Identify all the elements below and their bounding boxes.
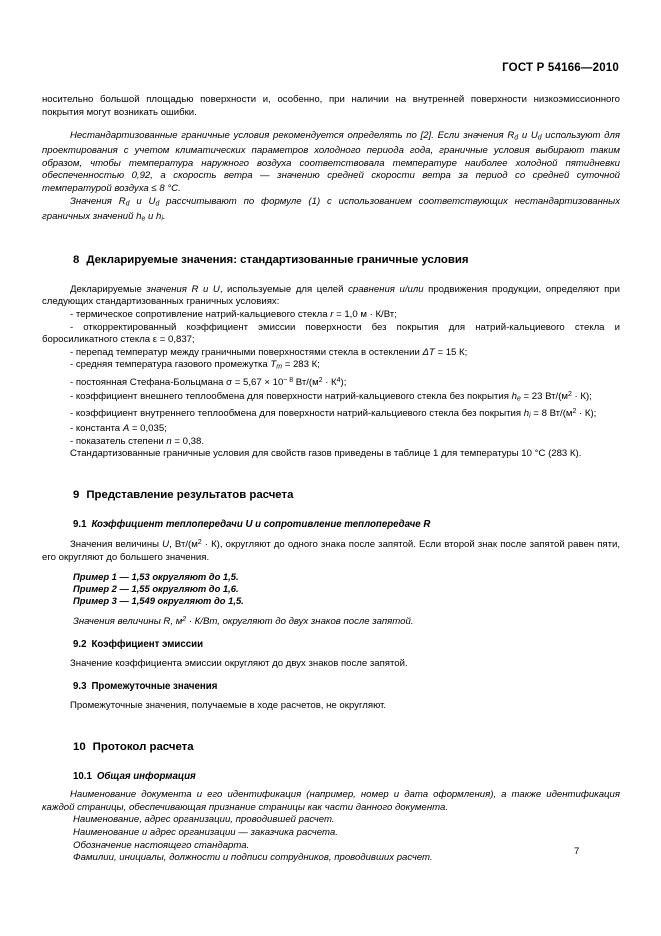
item-3-var: T — [270, 359, 277, 371]
page-number: 7 — [574, 846, 580, 857]
item-6-var: h — [523, 407, 530, 419]
list-item-exponent-n — [42, 436, 620, 449]
p91-a: Значения величины — [70, 539, 163, 551]
heading-section-9-3 — [42, 681, 620, 694]
paragraph-10-1 — [42, 789, 620, 814]
item-8-a: - показатель степени — [70, 435, 167, 447]
example-1: Пример 1 — 1,53 округляют до 1,5. — [73, 570, 239, 582]
subscript-e: e — [141, 215, 146, 223]
paragraph-8-closing — [42, 448, 620, 461]
p8-intro-1: Декларируемые — [70, 283, 147, 295]
heading-section-10 — [42, 740, 620, 754]
p92-text: Значение коэффициента эмиссии округляют до двух знаков после запятой. — [70, 657, 408, 669]
note-r-b: · К/Вт, округляют до двух знаков после запятой. — [186, 615, 414, 627]
item-5-sub: e — [516, 395, 521, 403]
info-line-standard-designation: Обозначение настоящего стандарта. — [73, 839, 250, 851]
item-6-a: - коэффициент внутреннего теплообмена для поверхности натрий-кальциевого стекла без покрытия — [70, 407, 524, 419]
item-5-sup: 2 — [568, 391, 572, 399]
paragraph-values-a: Значения R — [70, 195, 126, 207]
info-line-org-client: Наименование и адрес организации — заказчика расчета. — [73, 826, 338, 838]
item-0-b: = 1,0 м · К/Вт; — [333, 309, 397, 321]
heading-8-title: Декларируемые значения: стандартизованные граничные условия — [86, 253, 469, 266]
heading-8-number: 8 — [73, 253, 80, 266]
item-4-sup2: 2 — [318, 376, 323, 384]
paragraph-values-end: . — [162, 210, 166, 222]
list-item-constant-a — [42, 423, 620, 436]
item-6-sup: 2 — [572, 408, 577, 416]
paragraph-nonstandard-a: Нестандартизованные граничные условия рекомендуется определять по [2]. Если значения R — [70, 130, 515, 142]
item-5-var: h — [511, 390, 517, 402]
note-r-a: Значения величины R, м — [73, 615, 183, 627]
item-0-a: - термическое сопротивление натрий-кальциевого стекла — [70, 309, 331, 321]
item-6-b: = 8 Вт/(м — [530, 407, 573, 419]
p8-closing-text: Стандартизованные граничные условия для свойств газов приведены в таблице 1 для температуры 10 °C (283 К). — [70, 448, 582, 460]
heading-10-number: 10 — [73, 740, 86, 753]
item-5-b: = 23 Вт/(м — [520, 390, 569, 402]
p8-intro-italic-2: сравнения и/или — [348, 283, 424, 295]
paragraph-9-2 — [42, 658, 620, 671]
paragraph-9-3 — [42, 700, 620, 713]
heading-section-9-1 — [42, 519, 620, 532]
heading-9-3-title: Промежуточные значения — [91, 681, 218, 693]
p91-b: , Вт/(м — [169, 539, 198, 551]
paragraph-intro-text: носительно большой площадью поверхности и, особенно, при наличии на внутренней поверхности низкоэмиссионного покрытия могут возникать ошибки. — [42, 94, 620, 118]
item-7-a: - константа — [70, 423, 123, 435]
heading-9-3-number: 9.3 — [73, 681, 87, 693]
p8-intro-3: продвижения продукции, определяют при следующих стандартизованных граничных условиях: — [42, 283, 620, 308]
paragraph-values-rest: рассчитывают по формуле (1) с использованием соответствующих нестандартизованных граничных значений h — [42, 195, 620, 222]
p8-intro-2: , используемые для целей — [219, 283, 349, 295]
list-item-thermal-resistance — [42, 309, 620, 322]
item-8-b: = 0,38. — [171, 435, 205, 447]
example-2: Пример 2 — 1,55 округляют до 1,6. — [73, 582, 239, 594]
heading-section-10-1 — [42, 771, 620, 784]
paragraph-intro — [42, 94, 620, 119]
subscript-d2: d — [537, 134, 542, 142]
subscript-d1: d — [514, 134, 519, 142]
item-2-var: ΔT — [422, 346, 435, 358]
item-7-var: A — [122, 423, 130, 435]
item-5-a: - коэффициент внешнего теплообмена для поверхности натрий-кальциевого стекла без покрытия — [70, 390, 512, 402]
paragraph-values-mid2: и h — [145, 210, 162, 222]
item-2-b: = 15 К; — [434, 346, 468, 358]
heading-10-1-title: Общая информация — [96, 770, 196, 782]
list-item-mean-gas-temp — [42, 359, 620, 374]
heading-9-2-number: 9.2 — [73, 639, 87, 651]
page-header: ГОСТ Р 54166—2010 — [502, 62, 619, 74]
heading-10-1-number: 10.1 — [73, 770, 92, 782]
info-line-org-performer: Наименование, адрес организации, проводившей расчет. — [73, 814, 335, 826]
p91-var: U — [162, 539, 170, 551]
item-4-a: - постоянная Стефана-Больцмана σ = 5,67 × 10 — [70, 376, 284, 388]
heading-9-1-number: 9.1 — [73, 518, 87, 530]
list-item-internal-heat-transfer — [42, 406, 620, 423]
note-r-rounding — [42, 614, 620, 628]
example-3: Пример 3 — 1,549 округляют до 1,5. — [73, 595, 244, 607]
list-item-external-heat-transfer — [42, 389, 620, 406]
item-6-sub: i — [529, 412, 531, 420]
heading-9-title: Представление результатов расчета — [86, 488, 294, 501]
subscript-i: i — [161, 215, 163, 223]
p8-intro-italic-1: значения R и U — [146, 283, 220, 295]
heading-9-number: 9 — [73, 488, 80, 501]
item-0-var: r — [330, 309, 334, 321]
paragraph-8-intro — [42, 284, 620, 309]
item-6-c: · К); — [576, 407, 597, 419]
item-4-c: · К — [322, 376, 337, 388]
heading-section-9-2 — [42, 639, 620, 652]
item-1-a: - откорректированный коэффициент эмиссии поверхности без покрытия для натрий-кальциевого стекла и боросиликатного стекла ε = 0,837; — [42, 321, 620, 346]
item-7-b: = 0,035; — [129, 423, 167, 435]
heading-9-2-title: Коэффициент эмиссии — [91, 639, 204, 651]
heading-section-8 — [42, 253, 620, 267]
heading-10-title: Протокол расчета — [92, 740, 194, 753]
item-3-a: - средняя температура газового промежутка — [70, 359, 271, 371]
heading-section-9 — [42, 488, 620, 502]
paragraph-nonstandard-mid: и U — [518, 130, 538, 142]
subscript-d4: d — [155, 200, 160, 208]
p91-sup: 2 — [197, 539, 202, 547]
paragraph-9-1 — [42, 537, 620, 564]
info-line-staff-signatures: Фамилии, инициалы, должности и подписи сотрудников, проводивших расчет. — [73, 852, 433, 864]
list-item-temp-difference — [42, 347, 620, 360]
heading-9-1-title: Коэффициент теплопередачи U и сопротивление теплопередаче R — [91, 518, 431, 530]
list-item-emissivity — [42, 322, 620, 347]
item-4-b: Вт/(м — [293, 376, 319, 388]
p93-text: Промежуточные значения, получаемые в ходе расчетов, не округляют. — [70, 699, 387, 711]
subscript-d3: d — [125, 200, 130, 208]
p101-text: Наименование документа и его идентификация (например, номер и дата оформления), а также идентификация каждой страницы, обеспечивающая признание страницы как части данного документа. — [42, 789, 620, 813]
page-content — [42, 94, 620, 865]
item-3-b: = 283 К; — [282, 359, 320, 371]
item-8-var: n — [166, 435, 172, 447]
item-4-d: ); — [340, 376, 347, 388]
paragraph-nonstandard — [42, 130, 620, 195]
item-5-c: · К); — [571, 390, 592, 402]
note-r-sup: 2 — [182, 615, 187, 623]
item-4-sup3: 4 — [336, 376, 341, 384]
list-item-stefan-boltzmann — [42, 375, 620, 389]
paragraph-nonstandard-rest: используют для проектирования с учетом климатических параметров холодного периода года, граничные условия выбирают таким образом, чтобы температура наружного воздуха соответствовала температуре наиболее холодной пятидневки обеспеченностью 0,92, а скорость ветра — значению средней скорости ветра за период со средней суточной температурой воздуха ≤ 8 °C. — [42, 130, 620, 195]
item-2-a: - перепад температур между граничными поверхностями стекла в остеклении — [70, 346, 423, 358]
paragraph-values — [42, 196, 620, 226]
paragraph-values-mid: и U — [129, 195, 156, 207]
item-4-sup: − 8 — [283, 376, 294, 384]
item-3-sub: m — [276, 363, 283, 371]
p91-c: · К), округляют до одного знака после запятой. Если второй знак после запятой равен пяти, его округляют до большего значения. — [42, 539, 621, 563]
